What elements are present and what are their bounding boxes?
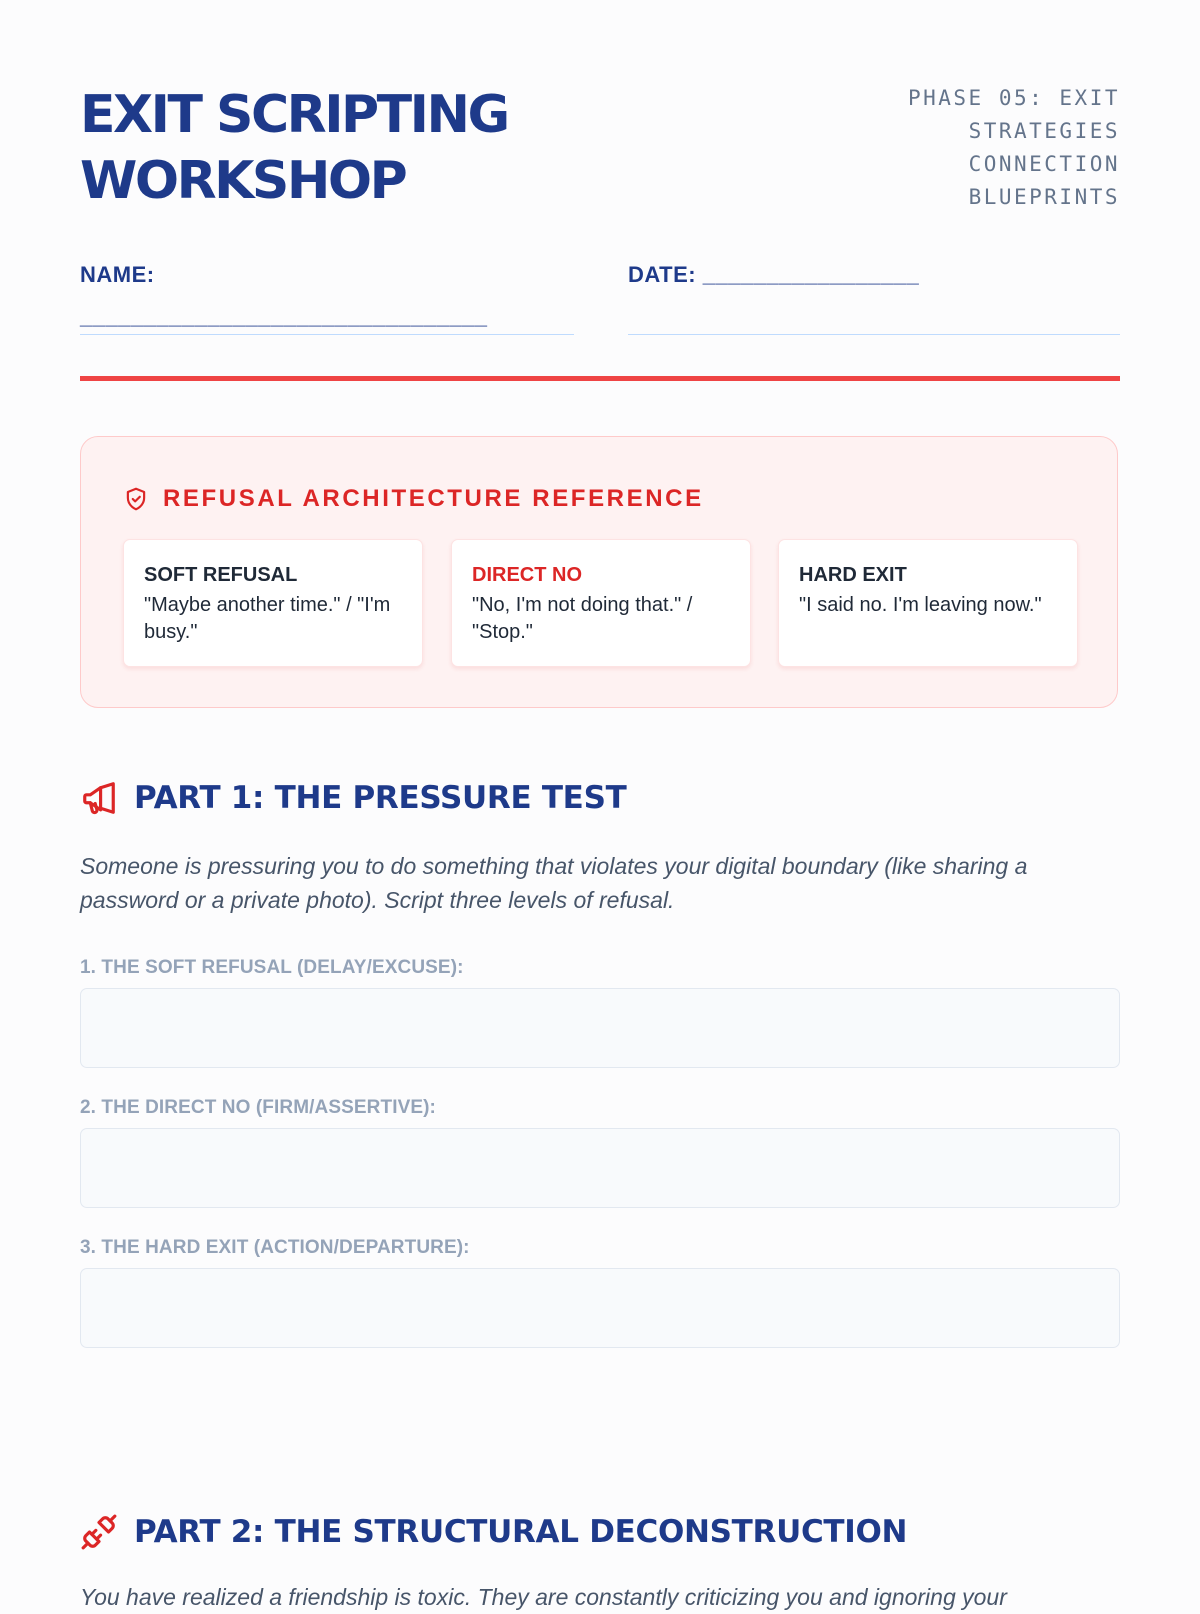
phase-line: CONNECTION — [968, 152, 1120, 176]
card-label: DIRECT NO — [472, 564, 582, 586]
title-line-2: WORKSHOP — [80, 151, 406, 211]
reference-title: REFUSAL ARCHITECTURE REFERENCE — [163, 485, 704, 512]
part-1-prompt: Someone is pressuring you to do something that violates your digital boundary (like sharing a password or a private photo). Script three levels of refusal. — [80, 853, 1028, 913]
phase-line: BLUEPRINTS — [968, 185, 1120, 209]
card-quote: "No, I'm not doing that." / "Stop." — [472, 594, 693, 643]
shield-check-icon — [123, 486, 149, 512]
part-2-title: PART 2: THE STRUCTURAL DECONSTRUCTION — [134, 1514, 908, 1550]
part-1-title: PART 1: THE PRESSURE TEST — [134, 780, 627, 816]
card-quote: "I said no. I'm leaving now." — [799, 594, 1042, 616]
reference-card-hard-exit — [778, 539, 1078, 667]
phase-line: STRATEGIES — [968, 119, 1120, 143]
section-divider — [80, 376, 1120, 381]
card-quote: "Maybe another time." / "I'm busy." — [144, 594, 391, 643]
unplug-icon — [80, 1513, 118, 1551]
refusal-reference-box — [80, 436, 1118, 708]
date-label: DATE: — [628, 262, 697, 287]
header — [80, 82, 1120, 222]
question-3-label: 3. THE HARD EXIT (ACTION/DEPARTURE): — [80, 1237, 470, 1258]
part-2-prompt: You have realized a friendship is toxic. They are constantly criticizing you and ignoring your — [80, 1584, 1007, 1610]
name-field[interactable] — [80, 254, 574, 335]
reference-heading — [123, 481, 704, 517]
soft-refusal-answer-box[interactable] — [80, 988, 1120, 1068]
page-title — [80, 82, 720, 214]
part-2-heading — [80, 1510, 907, 1554]
reference-card-direct-no — [451, 539, 751, 667]
hard-exit-answer-box[interactable] — [80, 1268, 1120, 1348]
name-blank: ________________________________ — [80, 304, 488, 329]
card-label: SOFT REFUSAL — [144, 564, 298, 586]
worksheet-page — [80, 0, 1120, 1610]
date-blank: _________________ — [702, 262, 920, 287]
phase-line: PHASE 05: EXIT — [907, 86, 1120, 110]
phase-label — [860, 82, 1120, 214]
direct-no-answer-box[interactable] — [80, 1128, 1120, 1208]
megaphone-icon — [80, 779, 118, 817]
question-1-label: 1. THE SOFT REFUSAL (DELAY/EXCUSE): — [80, 957, 464, 978]
question-2-label: 2. THE DIRECT NO (FIRM/ASSERTIVE): — [80, 1097, 436, 1118]
part-1-heading — [80, 776, 626, 820]
name-label: NAME: — [80, 262, 155, 287]
reference-card-soft-refusal — [123, 539, 423, 667]
card-label: HARD EXIT — [799, 564, 907, 586]
date-field[interactable] — [628, 254, 1120, 335]
title-line-1: EXIT SCRIPTING — [80, 85, 508, 145]
